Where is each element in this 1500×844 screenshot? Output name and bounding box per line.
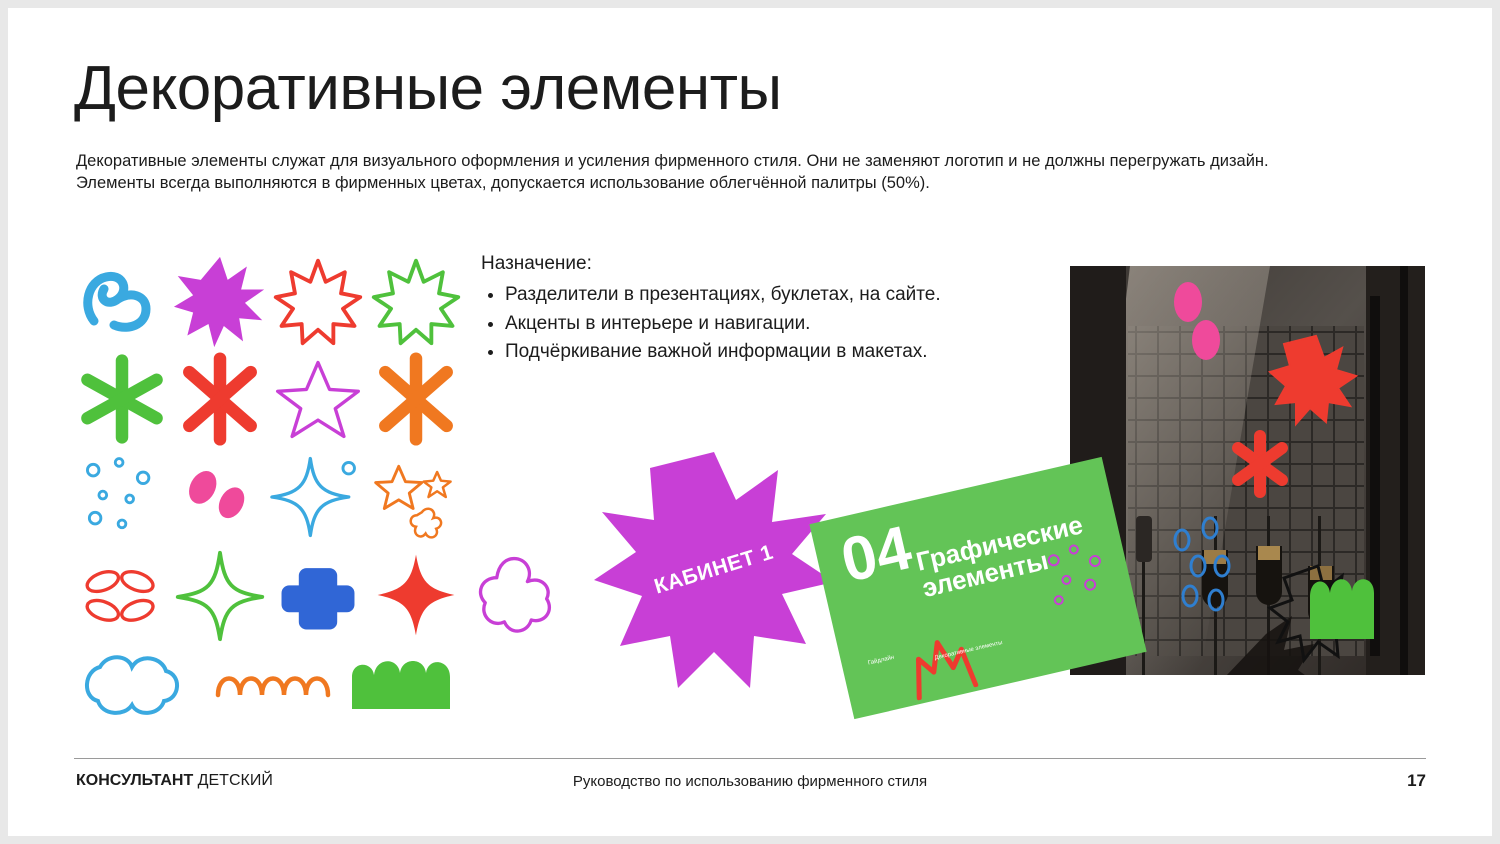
decor-stars-flower-orange: [368, 447, 464, 547]
purpose-block: [481, 253, 1061, 367]
decor-blobs-pink: [172, 447, 268, 547]
badge-star-cabinet: [592, 448, 836, 692]
slide: [8, 8, 1492, 836]
purpose-item: • Подчёркивание важной информации в макетах.: [505, 338, 1061, 367]
decor-asterisk-green: [74, 349, 170, 449]
purpose-list: [481, 281, 1061, 367]
decor-wave-orange: [210, 643, 330, 743]
footer-brand-bold: КОНСУЛЬТАНТ: [76, 772, 194, 789]
decor-star-burst-green-outline: [368, 251, 464, 351]
decor-cross-blue: [270, 545, 366, 645]
intro-paragraph: Декоративные элементы служат для визуального оформления и усиления фирменного стиля. Они не заменяют логотип и не должны перегружать дизайн. Элементы всегда выполняются в фирменных цветах, допускается использование облегчённой палитры (50%).: [76, 152, 1269, 193]
page-number: 17: [1407, 771, 1426, 790]
page-title: Декоративные элементы: [74, 54, 782, 123]
footer-brand-light: ДЕТСКИЙ: [197, 772, 273, 789]
purpose-item: • Разделители в презентациях, буклетах, на сайте.: [505, 281, 1061, 310]
decor-cloud-blue: [74, 643, 194, 743]
green-cover-card: [809, 457, 1146, 719]
decor-petals-red: [74, 545, 170, 645]
decor-star-burst-red-outline: [270, 251, 366, 351]
footer-center-text: Руководство по использованию фирменного стиля: [572, 773, 928, 790]
purpose-item: • Акценты в интерьере и навигации.: [505, 310, 1061, 339]
card-small-text-1: Гайдлайн: [867, 654, 895, 667]
decor-star-five-magenta: [270, 349, 366, 449]
purpose-heading: Назначение:: [481, 253, 592, 274]
decor-star-burst-magenta: [172, 251, 268, 351]
decor-sparkle-green: [172, 545, 268, 645]
decor-element-grid: [74, 251, 464, 661]
badge-star-label: КАБИНЕТ 1: [651, 540, 777, 599]
decor-diamond-red: [368, 545, 464, 645]
card-crown-decor: [901, 629, 982, 701]
card-small-text-2: Декоративные элементы: [934, 639, 1004, 662]
card-heading: Графические элементы: [913, 509, 1086, 604]
footer-divider: [74, 758, 1426, 759]
decor-swirl-blue: [74, 251, 170, 351]
decor-asterisk-red: [172, 349, 268, 449]
decor-sparkle-blue: [270, 447, 366, 547]
card-number: 04: [834, 513, 918, 596]
decor-asterisk-orange: [368, 349, 464, 449]
decor-dots-blue: [74, 447, 170, 547]
decor-bumpy-blob-green: [346, 643, 486, 743]
decor-flower-magenta: [466, 545, 562, 645]
